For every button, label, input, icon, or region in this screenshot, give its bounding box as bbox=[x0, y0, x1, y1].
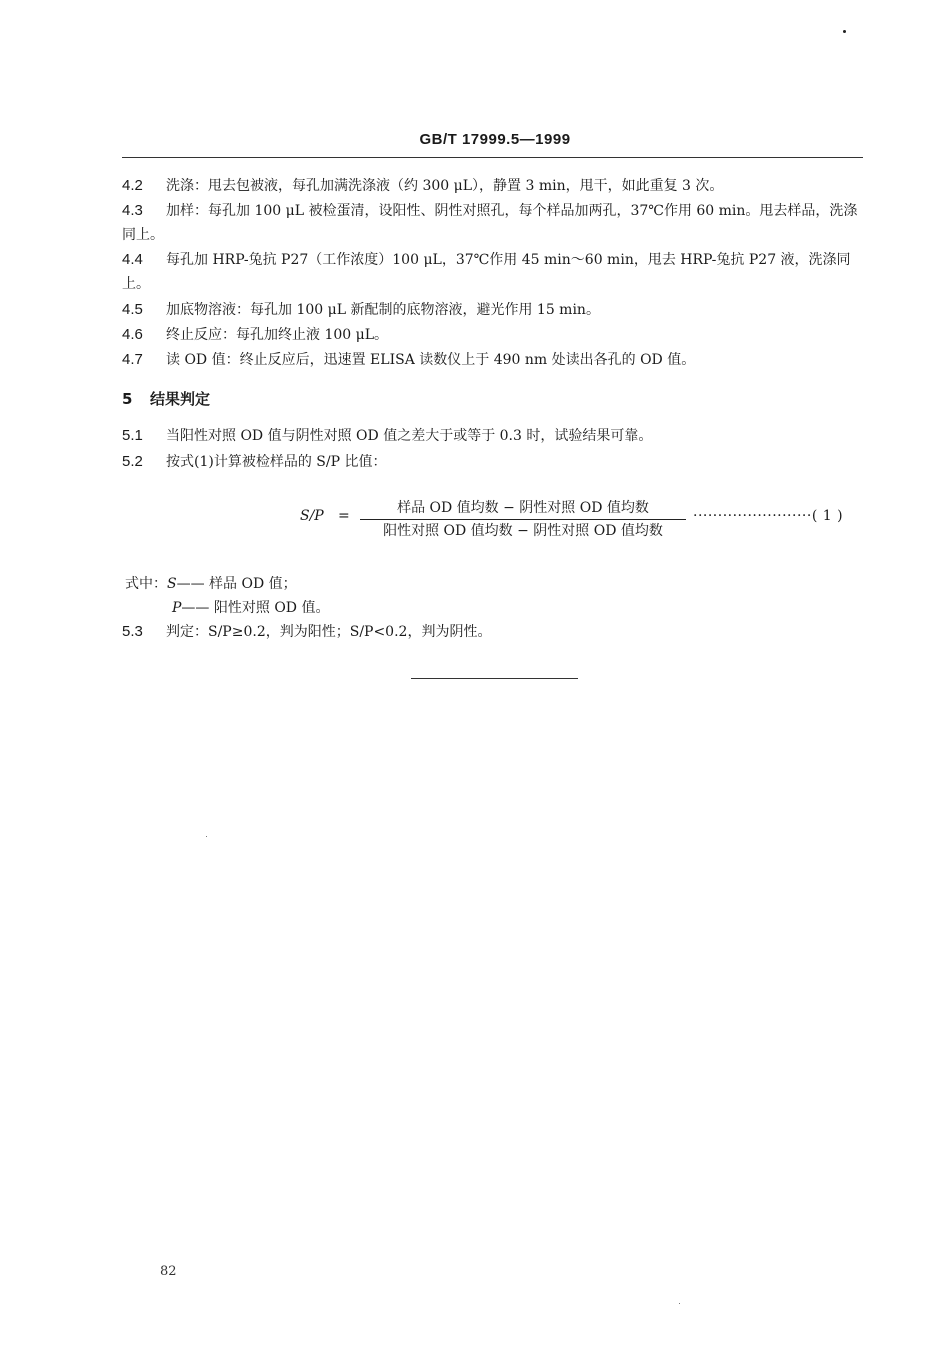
formula-number: ( 1 ) bbox=[811, 508, 844, 524]
clause-text: 终止反应：每孔加终止液 100 μL。 bbox=[166, 327, 389, 343]
clause-text: 洗涤：甩去包被液，每孔加满洗涤液（约 300 μL），静置 3 min，甩干，如此重复 3 次。 bbox=[166, 178, 724, 194]
formula-label-line bbox=[693, 508, 843, 524]
header-rule bbox=[122, 157, 863, 158]
clause-5-2 bbox=[122, 450, 864, 474]
fraction-bar bbox=[360, 519, 686, 520]
symbol-s: S bbox=[167, 576, 177, 592]
clause-4-2 bbox=[122, 174, 864, 198]
clause-text: 当阳性对照 OD 值与阴性对照 OD 值之差大于或等于 0.3 时，试验结果可靠。 bbox=[166, 428, 653, 444]
standard-number-header: GB/T 17999.5—1999 bbox=[419, 131, 571, 148]
page-number: 82 bbox=[160, 1264, 177, 1279]
where-line-p bbox=[172, 596, 329, 620]
scan-speck bbox=[206, 836, 207, 837]
section-title: 结果判定 bbox=[150, 390, 211, 408]
symbol-s-desc: —— 样品 OD 值； bbox=[176, 576, 297, 592]
formula-numerator: 样品 OD 值均数 − 阴性对照 OD 值均数 bbox=[397, 500, 649, 516]
clause-number: 5.2 bbox=[122, 453, 143, 470]
clause-text: 加底物溶液：每孔加 100 μL 新配制的底物溶液，避光作用 15 min。 bbox=[166, 302, 600, 318]
section-number: 5 bbox=[122, 390, 133, 408]
clause-4-5 bbox=[122, 298, 864, 322]
formula-denominator: 阳性对照 OD 值均数 − 阴性对照 OD 值均数 bbox=[383, 523, 663, 539]
clause-4-4 bbox=[122, 248, 864, 296]
clause-5-3 bbox=[122, 620, 864, 644]
symbol-p-desc: —— 阳性对照 OD 值。 bbox=[181, 600, 330, 616]
clause-text: 读 OD 值：终止反应后，迅速置 ELISA 读数仪上于 490 nm 处读出各孔的 OD 值。 bbox=[166, 352, 696, 368]
sp-formula bbox=[300, 498, 870, 542]
symbol-p: P bbox=[172, 600, 182, 616]
scan-speck bbox=[679, 1303, 680, 1304]
formula-lhs: S/P bbox=[300, 508, 324, 524]
clause-number: 5.3 bbox=[122, 623, 143, 640]
where-line-s bbox=[125, 572, 297, 596]
leader-dots: ························ bbox=[693, 508, 812, 524]
clause-number: 4.6 bbox=[122, 326, 143, 343]
end-of-standard-rule bbox=[411, 678, 578, 679]
clause-text: 判定：S/P≥0.2，判为阳性；S/P<0.2，判为阴性。 bbox=[166, 624, 492, 640]
clause-number: 5.1 bbox=[122, 427, 143, 444]
clause-number: 4.4 bbox=[122, 251, 143, 268]
where-intro: 式中： bbox=[125, 576, 167, 592]
clause-text: 每孔加 HRP-兔抗 P27（工作浓度）100 μL，37℃作用 45 min～60 min，甩去 HRP-兔抗 P27 液，洗涤同上。 bbox=[122, 252, 851, 292]
clause-4-7 bbox=[122, 348, 864, 372]
formula-equals: = bbox=[338, 508, 350, 524]
clause-number: 4.2 bbox=[122, 177, 143, 194]
clause-number: 4.3 bbox=[122, 202, 143, 219]
clause-4-6 bbox=[122, 323, 864, 347]
clause-5-1 bbox=[122, 424, 864, 448]
clause-4-3 bbox=[122, 199, 864, 247]
formula-fraction bbox=[358, 498, 688, 541]
clause-text: 按式(1)计算被检样品的 S/P 比值： bbox=[166, 454, 387, 470]
clause-text: 加样：每孔加 100 μL 被检蛋清，设阳性、阴性对照孔，每个样品加两孔，37℃作用 60 min。甩去样品，洗涤同上。 bbox=[122, 203, 858, 243]
section-5-heading bbox=[122, 388, 210, 409]
clause-number: 4.5 bbox=[122, 301, 143, 318]
clause-number: 4.7 bbox=[122, 351, 143, 368]
scan-speck bbox=[843, 30, 846, 33]
